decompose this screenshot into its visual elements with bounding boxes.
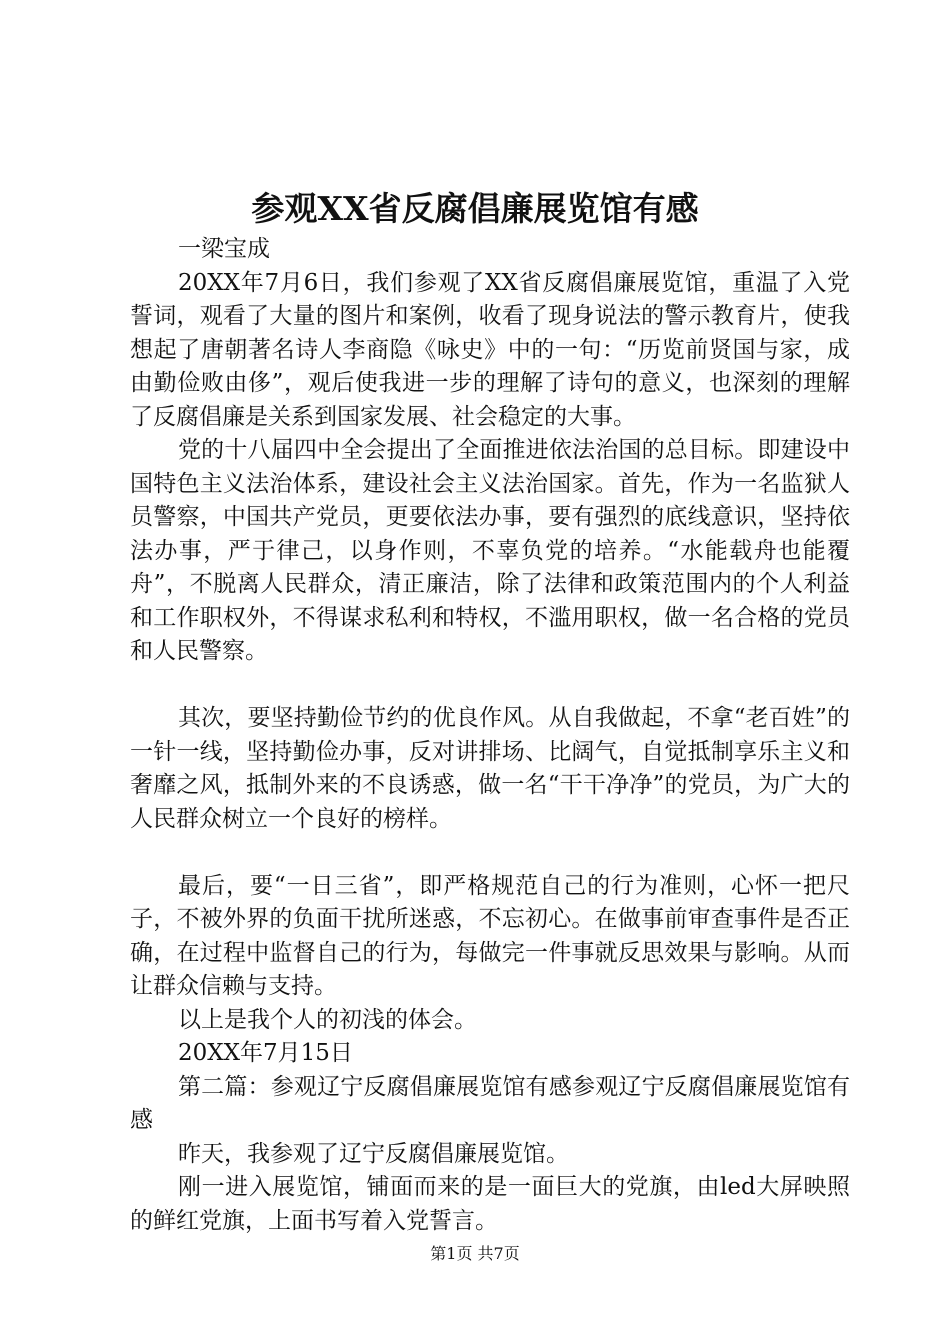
paragraph: 以上是我个人的初浅的体会。 (178, 1006, 477, 1033)
paragraph: 20XX年7月6日，我们参观了XX省反腐倡廉展览馆，重温了入党誓词，观看了大量的图片和案例，收看了现身说法的警示教育片，使我想起了唐朝著名诗人李商隐《咏史》中的一句：“历览前贤国与家，成由勤俭败由侈”，观后使我进一步的理解了诗句的意义，也深刻的理解了反腐倡廉是关系到国家发展、社会稳定的大事。 (130, 269, 850, 430)
date-line: 20XX年7月15日 (178, 1040, 353, 1066)
author-line: 一梁宝成 (178, 236, 270, 262)
paragraph: 刚一进入展览馆，铺面而来的是一面巨大的党旗，由led大屏映照的鲜红党旗，上面书写着入党誓言。 (130, 1174, 850, 1234)
paragraph: 最后，要“一日三省”，即严格规范自己的行为准则，心怀一把尺子，不被外界的负面干扰所迷惑，不忘初心。在做事前审查事件是否正确，在过程中监督自己的行为，每做完一件事就反思效果与影响。从而让群众信赖与支持。 (130, 872, 850, 999)
paragraph-gap (130, 669, 850, 703)
paragraph: 党的十八届四中全会提出了全面推进依法治国的总目标。即建设中国特色主义法治体系，建设社会主义法治国家。首先，作为一名监狱人员警察，中国共产党员，更要依法办事，要有强烈的底线意识，坚持依法办事，严于律己，以身作则，不辜负党的培养。“水能载舟也能覆舟”，不脱离人民群众，清正廉洁，除了法律和政策范围内的个人利益和工作职权外，不得谋求私利和特权，不滥用职权，做一名合格的党员和人民警察。 (130, 437, 850, 664)
paragraph: 其次，要坚持勤俭节约的优良作风。从自我做起，不拿“老百姓”的一针一线，坚持勤俭办事，反对讲排场、比阔气，自觉抵制享乐主义和奢靡之风，抵制外来的不良诱惑，做一名“干干净净”的党员，为广大的人民群众树立一个良好的榜样。 (130, 705, 850, 832)
section-heading: 第二篇：参观辽宁反腐倡廉展览馆有感参观辽宁反腐倡廉展览馆有感 (130, 1073, 850, 1133)
document-title: 参观XX省反腐倡廉展览馆有感 (251, 189, 699, 228)
document-body (130, 233, 850, 1238)
page-footer: 第1页 共7页 (430, 1244, 520, 1263)
paragraph-gap (130, 836, 850, 870)
paragraph: 昨天，我参观了辽宁反腐倡廉展览馆。 (178, 1140, 569, 1167)
